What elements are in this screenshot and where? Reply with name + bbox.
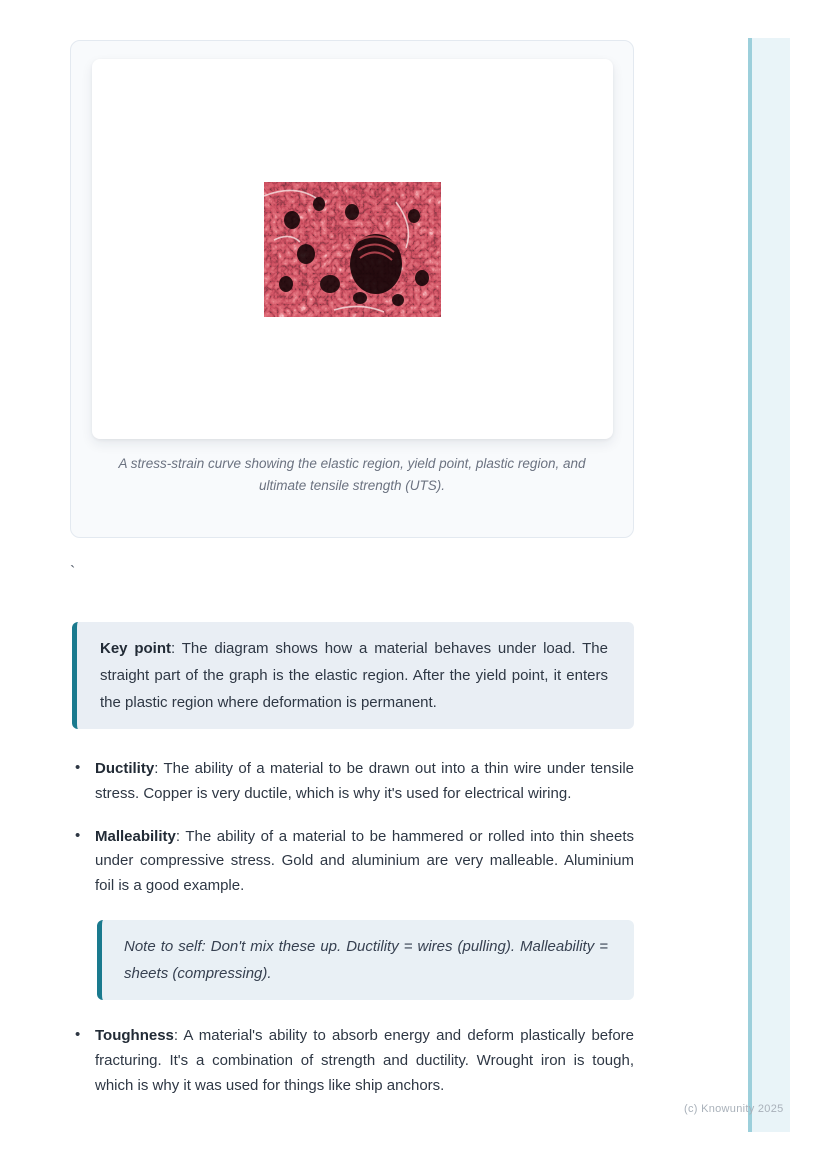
bullet-term: Ductility xyxy=(95,760,155,777)
properties-bullet-list xyxy=(72,757,634,1098)
bullet-term: Malleability xyxy=(95,827,176,845)
bullet-marker: • xyxy=(75,759,81,776)
bullet-text: : The ability of a material to be drawn out into a thin wire under tensile stress. Copper is very ductile, which is why it's used for electrical wiring. xyxy=(95,760,634,802)
key-point-label: Key point xyxy=(100,640,171,657)
bullet-marker: • xyxy=(75,1025,81,1043)
bullet-toughness xyxy=(72,1024,634,1098)
bullet-ductility xyxy=(72,757,634,807)
note-text: Note to self: Don't mix these up. Ductility = wires (pulling). Malleability = sheets (compressing). xyxy=(124,937,608,982)
microscopy-image xyxy=(264,182,441,317)
bullet-malleability xyxy=(72,825,634,899)
content-column xyxy=(72,622,634,1098)
bullet-text: : The ability of a material to be hammered or rolled into thin sheets under compressive stress. Gold and aluminium are very malleable. Aluminium foil is a good example. xyxy=(95,827,634,895)
figure-card xyxy=(70,40,634,538)
key-point-callout xyxy=(72,622,634,729)
bullet-term: Toughness xyxy=(95,1026,174,1044)
watermark-text: (c) Knowunity 2025 xyxy=(684,1103,784,1115)
bullet-text: : A material's ability to absorb energy and deform plastically before fracturing. It's a combination of strength and ductility. Wrought iron is tough, which is why it was used for things like ship anchors. xyxy=(95,1026,634,1094)
note-to-self-callout xyxy=(97,920,634,1000)
bullet-marker: • xyxy=(75,826,81,844)
key-point-text: : The diagram shows how a material behaves under load. The straight part of the graph is the elastic region. After the yield point, it enters the plastic region where deformation is permanent. xyxy=(100,640,608,711)
figure-image-frame xyxy=(92,59,613,439)
side-stripe-decoration xyxy=(748,38,790,1132)
figure-caption: A stress-strain curve showing the elastic region, yield point, plastic region, and ultimate tensile strength (UTS). xyxy=(118,456,586,493)
stray-backtick-text: ` xyxy=(70,564,76,581)
